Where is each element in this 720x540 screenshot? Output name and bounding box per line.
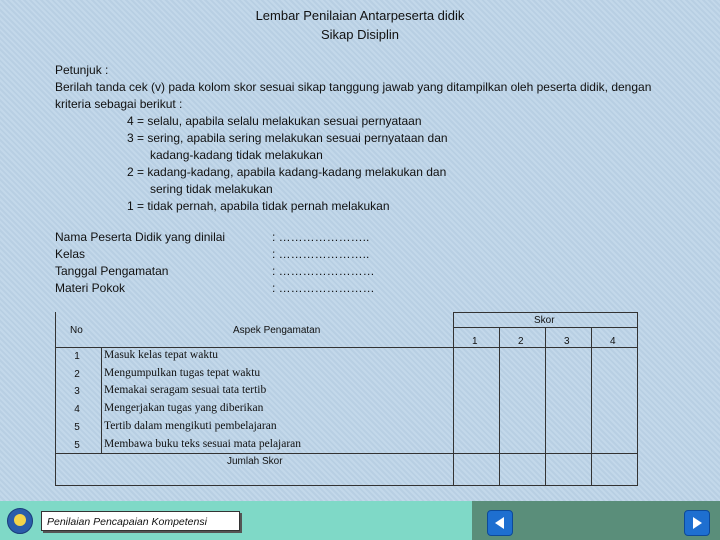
table-line [499, 327, 500, 486]
column-header-aspect: Aspek Pengamatan [233, 325, 321, 336]
field-value: : ………………….. [272, 247, 370, 261]
row-aspect: Masuk kelas tepat waktu [104, 349, 219, 361]
row-number: 1 [74, 351, 80, 362]
field-value: : ………………….. [272, 230, 370, 244]
ministry-logo-icon [7, 508, 33, 534]
criteria-3-cont: kadang-kadang tidak melakukan [150, 148, 323, 162]
row-aspect: Membawa buku teks sesuai mata pelajaran [104, 438, 302, 450]
field-value: : …………………… [272, 281, 375, 295]
row-aspect: Mengerjakan tugas yang diberikan [104, 402, 264, 414]
instructions [55, 62, 655, 215]
criteria-2-cont: sering tidak melakukan [150, 182, 273, 196]
field-label: Kelas [55, 247, 86, 261]
row-aspect: Memakai seragam sesuai tata tertib [104, 384, 267, 396]
table-line [591, 327, 592, 486]
row-number: 2 [74, 369, 80, 380]
page-subtitle: Sikap Disiplin [320, 27, 400, 42]
table-line [545, 327, 546, 486]
row-aspect: Tertib dalam mengikuti pembelajaran [104, 420, 277, 432]
field-value: : …………………… [272, 264, 375, 278]
table-line [55, 347, 637, 348]
table-line [637, 312, 638, 486]
field-row [55, 263, 375, 280]
row-number: 5 [74, 422, 80, 433]
field-label: Tanggal Pengamatan [55, 264, 169, 278]
instructions-heading: Petunjuk : [55, 63, 109, 77]
page-title: Lembar Penilaian Antarpeserta didik [255, 8, 465, 23]
next-slide-button[interactable] [684, 510, 710, 536]
criteria-1: 1 = tidak pernah, apabila tidak pernah melakukan [127, 199, 390, 213]
row-number: 3 [74, 386, 80, 397]
table-line [55, 453, 637, 454]
score-column-4: 4 [610, 336, 616, 347]
row-number: 5 [74, 440, 80, 451]
table-line [55, 312, 56, 486]
column-header-no: No [70, 325, 83, 336]
table-line [453, 312, 637, 313]
previous-slide-button[interactable] [487, 510, 513, 536]
arrow-right-icon [689, 515, 705, 531]
arrow-left-icon [492, 515, 508, 531]
table-line [453, 312, 454, 486]
field-row [55, 280, 375, 297]
table-line [55, 485, 637, 486]
field-row [55, 246, 375, 263]
field-label: Nama Peserta Didik yang dinilai [55, 230, 226, 244]
footer-section-label: Penilaian Pencapaian Kompetensi [41, 511, 240, 531]
criteria-4: 4 = selalu, apabila selalu melakukan sesuai pernyataan [127, 114, 422, 128]
field-label: Materi Pokok [55, 281, 126, 295]
instructions-text: Berilah tanda cek (v) pada kolom skor sesuai sikap tanggung jawab yang ditampilkan oleh peserta didik, dengan kriteria sebagai berikut : [55, 80, 652, 111]
identity-fields [55, 229, 375, 297]
score-column-3: 3 [564, 336, 570, 347]
table-line [101, 347, 102, 454]
score-column-1: 1 [472, 336, 478, 347]
column-header-score: Skor [534, 315, 555, 326]
total-score-label: Jumlah Skor [227, 456, 283, 467]
row-number: 4 [74, 404, 80, 415]
row-aspect: Mengumpulkan tugas tepat waktu [104, 367, 261, 379]
criteria-2: 2 = kadang-kadang, apabila kadang-kadang melakukan dan [127, 165, 447, 179]
field-row [55, 229, 375, 246]
criteria-3: 3 = sering, apabila sering melakukan sesuai pernyataan dan [127, 131, 448, 145]
score-column-2: 2 [518, 336, 524, 347]
